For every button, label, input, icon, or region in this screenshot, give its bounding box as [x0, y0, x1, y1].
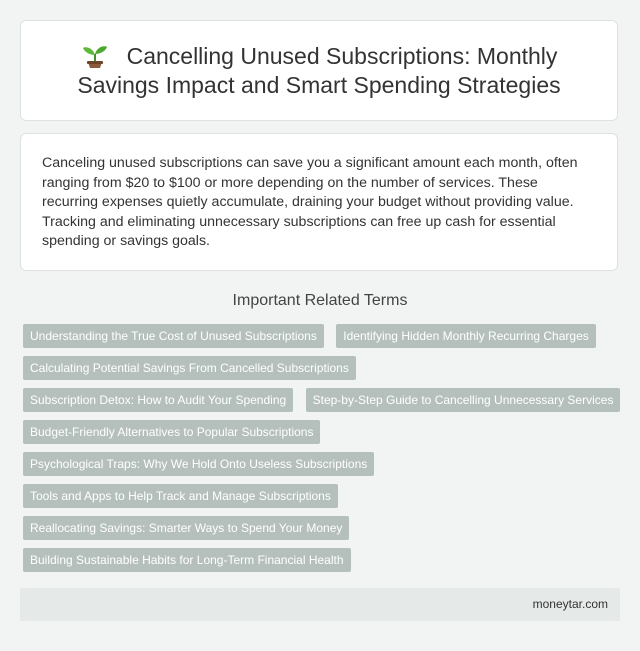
related-term-tag[interactable]: Calculating Potential Savings From Cancelled Subscriptions: [23, 356, 356, 380]
page-title-line-1: [77, 42, 560, 71]
tag-row: [23, 484, 623, 516]
sprout-icon: [81, 42, 109, 68]
related-term-tag[interactable]: Identifying Hidden Monthly Recurring Charges: [336, 324, 595, 348]
tag-row: [23, 452, 623, 484]
related-term-tag[interactable]: Psychological Traps: Why We Hold Onto Useless Subscriptions: [23, 452, 374, 476]
related-term-tag[interactable]: Budget-Friendly Alternatives to Popular Subscriptions: [23, 420, 320, 444]
tag-row: [23, 420, 623, 452]
related-term-tag[interactable]: Understanding the True Cost of Unused Subscriptions: [23, 324, 324, 348]
tag-row: [23, 548, 623, 580]
footer-site-link[interactable]: moneytar.com: [532, 597, 608, 611]
tag-row: [23, 516, 623, 548]
page-title-text-1: Cancelling Unused Subscriptions: Monthly: [126, 42, 558, 69]
related-terms-list: [23, 324, 623, 580]
tag-row: [23, 356, 623, 388]
related-term-tag[interactable]: Reallocating Savings: Smarter Ways to Spend Your Money: [23, 516, 349, 540]
related-term-tag[interactable]: Subscription Detox: How to Audit Your Spending: [23, 388, 293, 412]
footer: [20, 588, 620, 621]
title-card: [20, 20, 618, 121]
related-term-tag[interactable]: Tools and Apps to Help Track and Manage Subscriptions: [23, 484, 338, 508]
page-title: [57, 42, 580, 100]
related-term-tag[interactable]: Step-by-Step Guide to Cancelling Unnecessary Services: [306, 388, 621, 412]
intro-paragraph: Canceling unused subscriptions can save you a significant amount each month, often ranging from $20 to $100 or more depending on the number of services. These recurring expenses quietly accumulate, draining your budget without providing value. Tracking and eliminating unnecessary subscriptions can free up cash for essential spending or savings goals.: [42, 155, 578, 250]
related-terms-heading: Important Related Terms: [232, 292, 408, 309]
intro-card: [20, 133, 618, 271]
tag-row: [23, 324, 623, 356]
tag-row: [23, 388, 623, 420]
related-term-tag[interactable]: Building Sustainable Habits for Long-Term Financial Health: [23, 548, 351, 572]
page-title-line-2: Savings Impact and Smart Spending Strategies: [77, 71, 561, 98]
